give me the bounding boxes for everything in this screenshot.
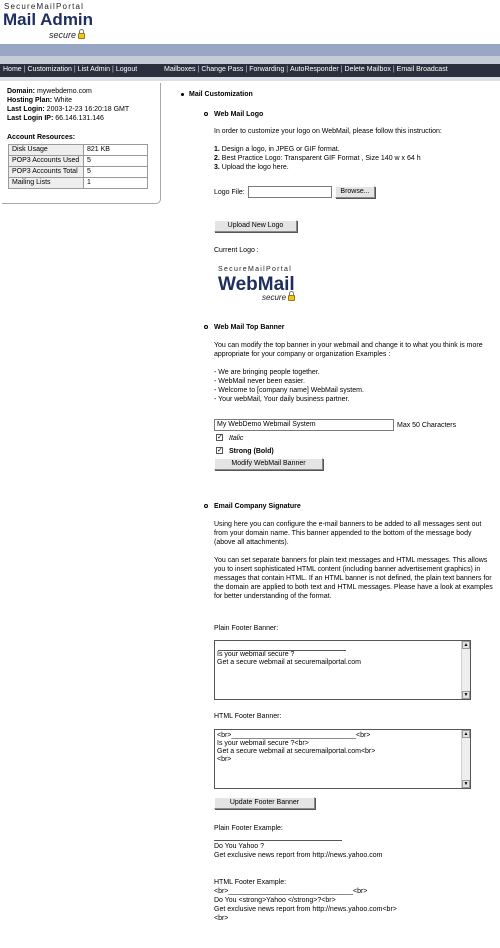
last-ip-line [7, 115, 104, 122]
nav-group-left [3, 66, 137, 73]
resources-table [8, 144, 148, 189]
banner-example: - Welcome to [company name] WebMail system. [214, 387, 364, 394]
header-stripe-light [0, 56, 500, 64]
signature-section-title: Email Company Signature [214, 503, 301, 510]
plain-footer-label: Plain Footer Banner: [214, 625, 279, 632]
banner-desc-2: appropriate for your company or organization Examples : [214, 351, 391, 358]
brand-tagline: SecureMailPortal [4, 2, 85, 11]
banner-example: - WebMail never been easier. [214, 378, 305, 385]
logo-tagline: SecureMailPortal [218, 266, 293, 273]
last-login-value: 2003-12-23 16:20:18 GMT [46, 106, 130, 113]
domain-line [7, 88, 92, 95]
lock-icon [78, 33, 85, 39]
textarea-line: Is your webmail secure ? [217, 651, 295, 658]
table-row [9, 178, 148, 189]
account-info-panel [2, 83, 161, 204]
resource-key: Disk Usage [9, 145, 84, 156]
resource-value: 5 [84, 156, 148, 167]
html-example-line: Do You <strong>Yahoo </strong>?<br> [214, 897, 336, 904]
plan-label: Hosting Plan: [7, 97, 53, 104]
last-login-line [7, 106, 129, 113]
plain-example-line: Do You Yahoo ? [214, 843, 264, 850]
banner-example: - We are bringing people together. [214, 369, 320, 376]
domain-label: Domain: [7, 88, 35, 95]
page-title: Mail Customization [189, 91, 253, 98]
textarea-line: <br>________________________________<br> [217, 732, 371, 739]
resource-key: Mailing Lists [9, 178, 84, 189]
last-ip-value: 66.146.131.146 [55, 115, 104, 122]
signature-p2-line: You can set separate banners for plain text messages and HTML messages. This allows [214, 557, 488, 564]
signature-p2-line: the domain are applied to both text and HTML messages. Please have a look at examples [214, 584, 493, 591]
signature-p1-line: (above all attachments). [214, 539, 289, 546]
nav-separator: | [286, 66, 289, 73]
resource-value: 1 [84, 178, 148, 189]
resources-title: Account Resources: [7, 134, 76, 141]
modify-banner-button[interactable]: Modify WebMail Banner [214, 458, 323, 470]
signature-p2-line: you to insert sophisticated HTML content (including banner advertisement graphics) in [214, 566, 481, 573]
nav-delete-mailbox[interactable]: Delete Mailbox [344, 66, 391, 73]
html-example-line: <br>________________________________<br> [214, 888, 368, 895]
logo-step-1 [214, 146, 340, 154]
html-footer-label: HTML Footer Banner: [214, 713, 282, 720]
bold-label: Strong (Bold) [229, 448, 274, 455]
step-number: 3. [214, 164, 220, 171]
upload-logo-button[interactable]: Upload New Logo [214, 220, 297, 232]
signature-p1-line: Using here you can configure the e-mail banners to be added to all messages sent out [214, 521, 482, 528]
current-logo-image [214, 266, 306, 306]
step-text: Best Practice Logo: Transparent GIF Format , Size 140 w x 64 h [221, 155, 421, 162]
nav-customization[interactable]: Customization [27, 66, 72, 73]
logo-wordmark: WebMail [218, 274, 295, 295]
nav-separator: | [245, 66, 248, 73]
resource-value: 5 [84, 167, 148, 178]
separator-rule [218, 650, 346, 651]
scroll-up-icon[interactable]: ▲ [463, 731, 469, 737]
html-example-line: <br> [214, 915, 229, 922]
separator-rule [214, 840, 342, 841]
scroll-up-icon[interactable]: ▲ [463, 642, 469, 648]
step-number: 2. [214, 155, 220, 162]
lock-icon [288, 295, 295, 301]
current-logo-label: Current Logo : [214, 247, 259, 254]
brand-secure [49, 30, 85, 40]
domain-value: mywebdemo.com [36, 88, 92, 95]
plain-example-line: Get exclusive news report from http://news.yahoo.com [214, 852, 383, 859]
header [0, 0, 500, 44]
nav-separator: | [197, 66, 200, 73]
nav-separator: | [392, 66, 395, 73]
step-number: 1. [214, 146, 220, 153]
table-row [9, 145, 148, 156]
plain-example-label: Plain Footer Example: [214, 825, 283, 832]
header-stripe [0, 44, 500, 56]
circle-bullet-icon [204, 325, 208, 329]
resource-key: POP3 Accounts Used [9, 156, 84, 167]
html-example-label: HTML Footer Example: [214, 879, 287, 886]
logo-step-3 [214, 164, 289, 172]
nav-autoresponder[interactable]: AutoResponder [290, 66, 339, 73]
resource-value: 821 KB [84, 145, 148, 156]
bullet-icon [181, 93, 184, 96]
signature-p2-line: messages that contain HTML. If an HTML banner is not defined, the plain text banners for [214, 575, 492, 582]
logo-file-input[interactable] [248, 186, 332, 198]
brand-title: Mail Admin [3, 10, 94, 29]
table-row [9, 156, 148, 167]
plain-footer-textarea[interactable] [214, 640, 471, 700]
nav-change-pass[interactable]: Change Pass [201, 66, 244, 73]
nav-separator: | [112, 66, 114, 73]
bold-checkbox[interactable]: ✓ [217, 447, 223, 454]
resource-key: POP3 Accounts Total [9, 167, 84, 178]
max-chars-label: Max 50 Characters [397, 422, 457, 429]
textarea-line: Get a secure webmail at securemailportal.com<br> [217, 748, 376, 755]
last-login-label: Last Login: [7, 106, 45, 113]
scrollbar[interactable] [461, 641, 470, 699]
banner-example: - Your webMail, Your daily business partner. [214, 396, 350, 403]
step-text: Upload the logo here. [221, 164, 289, 171]
logo-intro: In order to customize your logo on WebMail, please follow this instruction: [214, 128, 442, 135]
top-nav [0, 64, 500, 77]
logo-secure [262, 293, 295, 302]
logo-secure-label: secure [262, 293, 287, 302]
logo-file-label: Logo File: [214, 189, 245, 196]
scroll-down-icon[interactable]: ▼ [463, 692, 469, 698]
nav-mailboxes[interactable]: Mailboxes [164, 66, 196, 73]
italic-label: Italic [229, 435, 244, 442]
nav-list-admin[interactable]: List Admin [77, 66, 110, 73]
nav-email-broadcast[interactable]: Email Broadcast [396, 66, 448, 73]
brand-secure-label: secure [49, 30, 77, 40]
textarea-line: Get a secure webmail at securemailportal.com [217, 659, 361, 666]
logo-section-title: Web Mail Logo [214, 111, 264, 118]
banner-desc-1: You can modify the top banner in your webmail and change it to what you think is more [214, 342, 483, 349]
banner-section-title: Web Mail Top Banner [214, 324, 285, 331]
update-footer-button[interactable]: Update Footer Banner [214, 797, 315, 809]
step-text: Design a logo, in JPEG or GIF format. [221, 146, 340, 153]
italic-checkbox[interactable]: ✓ [217, 434, 223, 441]
table-row [9, 167, 148, 178]
nav-separator: | [73, 66, 76, 73]
signature-p1-line: from your domain name. This banner appended to the bottom of the message body [214, 530, 472, 537]
last-ip-label: Last Login IP: [7, 115, 54, 122]
signature-p2-line: for better understanding of the format. [214, 593, 332, 600]
banner-text-input[interactable]: My WebDemo Webmail System [214, 419, 394, 431]
logo-step-2 [214, 155, 421, 163]
nav-logout[interactable]: Logout [115, 66, 138, 73]
plan-line [7, 97, 72, 104]
nav-home[interactable]: Home [3, 66, 22, 73]
scroll-down-icon[interactable]: ▼ [463, 781, 469, 787]
plan-value: White [54, 97, 72, 104]
scrollbar[interactable] [461, 730, 470, 788]
nav-separator: | [340, 66, 343, 73]
nav-subband [0, 77, 500, 81]
textarea-line: Is your webmail secure ?<br> [217, 740, 309, 747]
textarea-line: <br> [217, 756, 232, 763]
circle-bullet-icon [204, 112, 208, 116]
html-example-line: Get exclusive news report from http://news.yahoo.com<br> [214, 906, 397, 913]
nav-forwarding[interactable]: Forwarding [249, 66, 285, 73]
nav-separator: | [23, 66, 26, 73]
nav-group-right [164, 66, 448, 73]
browse-button[interactable]: Browse... [335, 186, 375, 198]
circle-bullet-icon [204, 504, 208, 508]
html-footer-textarea[interactable] [214, 729, 471, 789]
